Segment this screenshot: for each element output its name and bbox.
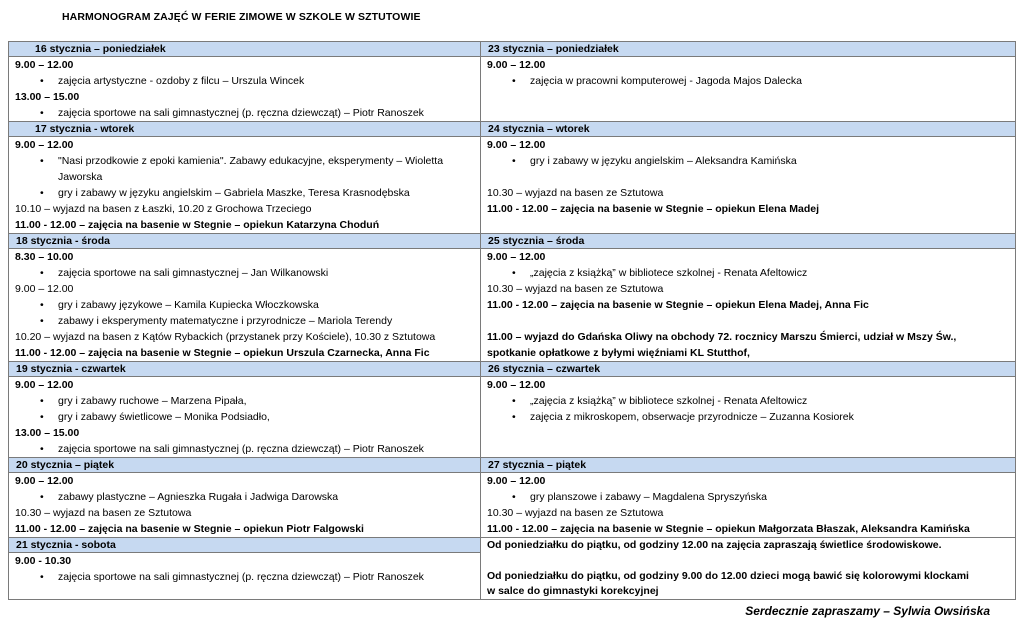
day-body-24: [481, 137, 1016, 234]
time-slot: 13.00 – 15.00: [15, 91, 80, 103]
pool-session: 11.00 - 12.00 – zajęcia na basenie w Stegnie – opiekun Urszula Czarnecka, Anna Fic: [15, 347, 430, 359]
day-body-row: [9, 249, 1016, 362]
day-body-18: [9, 249, 481, 362]
pool-session: 11.00 - 12.00 – zajęcia na basenie w Stegnie – opiekun Katarzyna Choduń: [15, 219, 380, 231]
day-header-row: [9, 538, 1016, 553]
time-slot: 9.00 – 12.00: [487, 59, 546, 71]
day-body-23: [481, 57, 1016, 122]
activity-item: • "Nasi przodkowie z epoki kamienia". Zabawy edukacyjne, eksperymenty – Wioletta Jaworska: [9, 153, 480, 185]
spacer: [481, 169, 1015, 185]
day-body-19: [9, 377, 481, 458]
day-body-27: [481, 473, 1016, 538]
day-header-row: [9, 234, 1016, 249]
transport-note: 10.30 – wyjazd na basen ze Sztutowa: [487, 187, 664, 199]
day-body-row: [9, 57, 1016, 122]
day-header-row: [9, 362, 1016, 377]
pool-session: 11.00 - 12.00 – zajęcia na basenie w Stegnie – opiekun Elena Madej, Anna Fic: [487, 299, 869, 311]
time-slot: 9.00 – 12.00: [15, 283, 74, 295]
activity-item: • zabawy i eksperymenty matematyczne i przyrodnicze – Mariola Terendy: [9, 313, 480, 329]
day-header-27: 27 stycznia – piątek: [481, 458, 1016, 473]
page-title: HARMONOGRAM ZAJĘĆ W FERIE ZIMOWE W SZKOLE W SZTUTOWIE: [62, 11, 421, 23]
activity-item: • gry i zabawy ruchowe – Marzena Pipała,: [9, 393, 480, 409]
time-slot: 9.00 – 12.00: [487, 475, 546, 487]
activity-item: • zajęcia w pracowni komputerowej - Jagoda Majos Dalecka: [481, 73, 1015, 89]
day-body-25: [481, 249, 1016, 362]
time-slot: 9.00 – 12.00: [15, 59, 74, 71]
pool-session: 11.00 - 12.00 – zajęcia na basenie w Stegnie – opiekun Piotr Falgowski: [15, 523, 364, 535]
spacer: [481, 553, 1015, 569]
transport-note: 10.30 – wyjazd na basen ze Sztutowa: [487, 507, 664, 519]
schedule-table: [8, 41, 1016, 600]
transport-note: 10.30 – wyjazd na basen ze Sztutowa: [487, 283, 664, 295]
time-slot: 13.00 – 15.00: [15, 427, 80, 439]
day-header-17: 17 stycznia - wtorek: [9, 122, 481, 137]
activity-item: • gry planszowe i zabawy – Magdalena Spryszyńska: [481, 489, 1015, 505]
signature-line: Serdecznie zapraszamy – Sylwia Owsińska: [745, 604, 990, 618]
info-note: w salce do gimnastyki korekcyjnej: [487, 585, 659, 597]
day-header-23: 23 stycznia – poniedziałek: [481, 42, 1016, 57]
day-header-16: 16 stycznia – poniedziałek: [9, 42, 481, 57]
info-note: Od poniedziałku do piątku, od godziny 9.00 do 12.00 dzieci mogą bawić się kolorowymi klockami: [487, 570, 969, 582]
activity-item: • zajęcia sportowe na sali gimnastycznej – Jan Wilkanowski: [9, 265, 480, 281]
day-body-17: [9, 137, 481, 234]
day-body-21: [9, 553, 481, 600]
day-header-25: 25 stycznia – środa: [481, 234, 1016, 249]
day-header-20: 20 stycznia – piątek: [9, 458, 481, 473]
activity-item: • zajęcia z mikroskopem, obserwacje przyrodnicze – Zuzanna Kosiorek: [481, 409, 1015, 425]
activity-item: • gry i zabawy świetlicowe – Monika Podsiadło,: [9, 409, 480, 425]
day-header-18: 18 stycznia - środa: [9, 234, 481, 249]
time-slot: 9.00 – 12.00: [15, 379, 74, 391]
activity-item: • gry i zabawy w języku angielskim – Aleksandra Kamińska: [481, 153, 1015, 169]
activity-item: • „zajęcia z książką” w bibliotece szkolnej - Renata Afeltowicz: [481, 265, 1015, 281]
time-slot: 9.00 – 12.00: [487, 379, 546, 391]
transport-note: 10.20 – wyjazd na basen z Kątów Rybackich (przystanek przy Kościele), 10.30 z Sztutowa: [15, 331, 436, 343]
day-body-row: [9, 377, 1016, 458]
day-header-21: 21 stycznia - sobota: [9, 538, 481, 553]
day-header-row: [9, 458, 1016, 473]
day-header-row: [9, 42, 1016, 57]
time-slot: 9.00 – 12.00: [487, 251, 546, 263]
day-body-row: [9, 473, 1016, 538]
transport-note: 10.30 – wyjazd na basen ze Sztutowa: [15, 507, 192, 519]
day-header-24: 24 stycznia – wtorek: [481, 122, 1016, 137]
day-header-row: [9, 122, 1016, 137]
activity-item: • gry i zabawy w języku angielskim – Gabriela Maszke, Teresa Krasnodębska: [9, 185, 480, 201]
trip-note: spotkanie opłatkowe z byłymi więźniami KL Stutthof,: [487, 347, 750, 359]
trip-note: 11.00 – wyjazd do Gdańska Oliwy na obchody 72. rocznicy Marszu Śmierci, udział w Mszy Św.,: [487, 331, 957, 343]
info-cell: [481, 538, 1016, 600]
time-slot: 9.00 - 10.30: [15, 555, 72, 567]
day-body-16: [9, 57, 481, 122]
day-body-20: [9, 473, 481, 538]
time-slot: 9.00 – 12.00: [15, 475, 74, 487]
pool-session: 11.00 - 12.00 – zajęcia na basenie w Stegnie – opiekun Małgorzata Błaszak, Aleksandra Kamińska: [487, 523, 970, 535]
day-header-19: 19 stycznia - czwartek: [9, 362, 481, 377]
time-slot: 9.00 – 12.00: [15, 139, 74, 151]
day-body-26: [481, 377, 1016, 458]
activity-item: • zajęcia sportowe na sali gimnastycznej (p. ręczna dziewcząt) – Piotr Ranoszek: [9, 105, 480, 121]
day-header-26: 26 stycznia – czwartek: [481, 362, 1016, 377]
spacer: [481, 313, 1015, 329]
activity-item: • zajęcia artystyczne - ozdoby z filcu – Urszula Wincek: [9, 73, 480, 89]
pool-session: 11.00 - 12.00 – zajęcia na basenie w Stegnie – opiekun Elena Madej: [487, 203, 820, 215]
transport-note: 10.10 – wyjazd na basen z Łaszki, 10.20 z Grochowa Trzeciego: [15, 203, 312, 215]
activity-item: • „zajęcia z książką” w bibliotece szkolnej - Renata Afeltowicz: [481, 393, 1015, 409]
activity-item: • gry i zabawy językowe – Kamila Kupiecka Włoczkowska: [9, 297, 480, 313]
time-slot: 8.30 – 10.00: [15, 251, 74, 263]
activity-item: • zabawy plastyczne – Agnieszka Rugała i Jadwiga Darowska: [9, 489, 480, 505]
info-note: Od poniedziałku do piątku, od godziny 12.00 na zajęcia zapraszają świetlice środowiskowe.: [487, 539, 942, 551]
day-body-row: [9, 137, 1016, 234]
time-slot: 9.00 – 12.00: [487, 139, 546, 151]
activity-item: • zajęcia sportowe na sali gimnastycznej (p. ręczna dziewcząt) – Piotr Ranoszek: [9, 569, 480, 585]
activity-item: • zajęcia sportowe na sali gimnastycznej (p. ręczna dziewcząt) – Piotr Ranoszek: [9, 441, 480, 457]
